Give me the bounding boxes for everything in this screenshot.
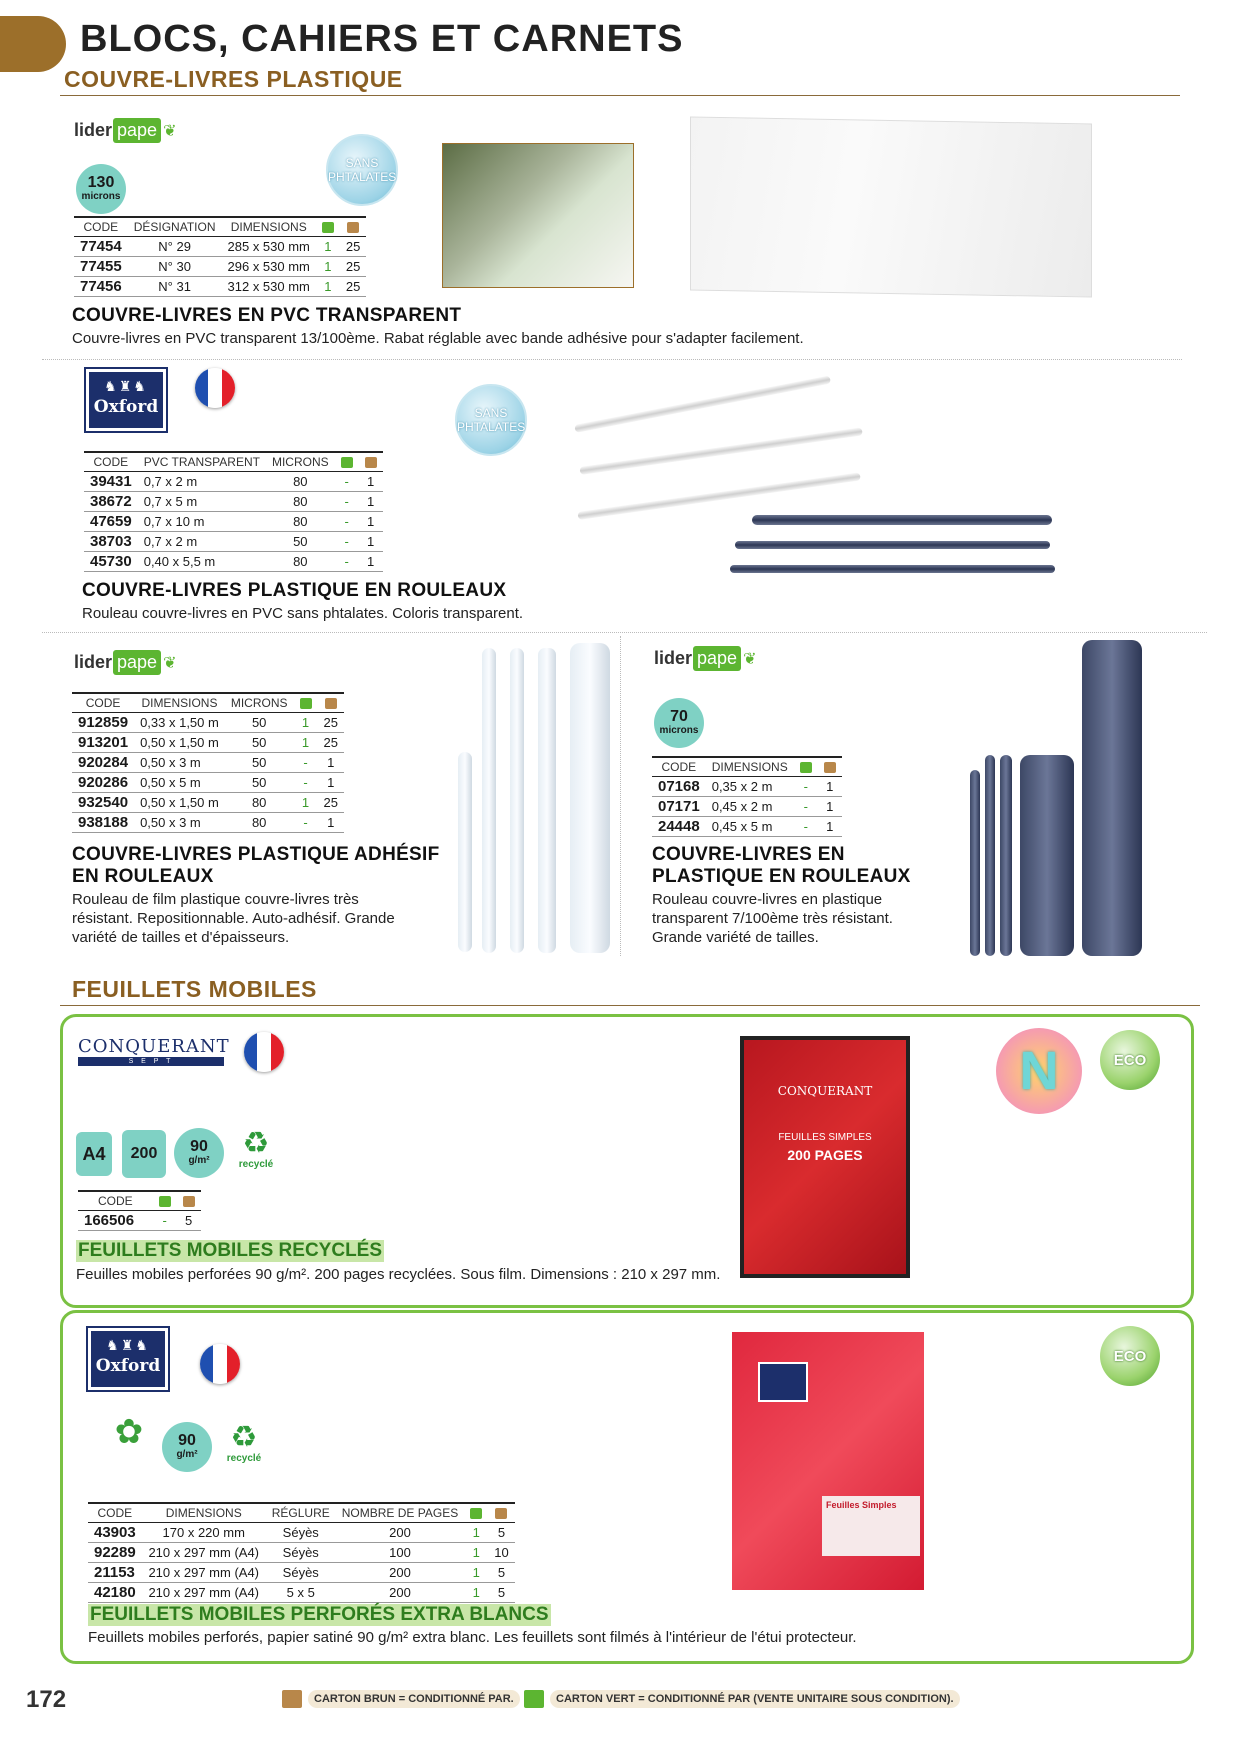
- spec-table-5: [78, 1190, 201, 1231]
- green-carton-icon: [153, 1191, 177, 1211]
- table-cell: 5: [488, 1563, 514, 1583]
- product-photo-roll: [510, 648, 524, 953]
- table-cell: -: [335, 472, 359, 492]
- section-tab: [0, 16, 66, 72]
- table-cell: 920284: [72, 753, 134, 773]
- brown-carton-icon: [318, 693, 344, 713]
- french-flag-icon: [244, 1032, 284, 1072]
- product-photo-roll: [458, 752, 472, 952]
- col-header: DÉSIGNATION: [128, 217, 222, 237]
- product-photo-roll: [579, 427, 862, 475]
- microns-badge: 70 microns: [654, 698, 704, 748]
- product-title: COUVRE-LIVRES EN PVC TRANSPARENT: [72, 305, 462, 326]
- product-photo-roll-dark: [970, 770, 980, 956]
- table-cell: 0,50 x 3 m: [134, 813, 225, 833]
- column-divider: [620, 636, 621, 956]
- product-photo-roll-dark: [1082, 640, 1142, 956]
- sans-phtalates-badge: SANS PHTALATES: [326, 134, 398, 206]
- table-cell: 0,50 x 3 m: [134, 753, 225, 773]
- col-header: CODE: [652, 757, 706, 777]
- page-number: 172: [26, 1686, 67, 1713]
- oxford-logo: ♞♜♞ Oxford: [86, 1326, 170, 1392]
- table-cell: 80: [266, 512, 335, 532]
- table-cell: 1: [464, 1523, 488, 1543]
- table-cell: 80: [225, 813, 294, 833]
- table-cell: 25: [318, 713, 344, 733]
- table-cell: 1: [464, 1543, 488, 1563]
- liderpapel-logo: lider pape ❦: [74, 118, 176, 143]
- table-cell: 0,45 x 5 m: [706, 817, 794, 837]
- table-cell: 932540: [72, 793, 134, 813]
- table-cell: -: [294, 813, 318, 833]
- table-cell: -: [335, 532, 359, 552]
- table-cell: 1: [818, 817, 842, 837]
- green-carton-icon: [316, 217, 340, 237]
- table-cell: 1: [818, 777, 842, 797]
- table-row: [72, 813, 344, 833]
- table-cell: 912859: [72, 713, 134, 733]
- pages-badge: 200: [122, 1130, 166, 1178]
- table-row: [88, 1523, 515, 1543]
- product-title: COUVRE-LIVRES PLASTIQUE ADHÉSIF EN ROULEAUX: [72, 844, 440, 887]
- microns-badge: 130 microns: [76, 164, 126, 214]
- col-header: CODE: [78, 1191, 153, 1211]
- table-cell: 25: [340, 277, 366, 297]
- product-photo-roll-dark: [1020, 755, 1074, 956]
- table-cell: 07171: [652, 797, 706, 817]
- table-cell: Séyès: [266, 1523, 336, 1543]
- table-cell: -: [153, 1211, 177, 1231]
- product-photo-pad: Feuilles Simples: [732, 1332, 924, 1590]
- table-cell: 5 x 5: [266, 1583, 336, 1603]
- table-row: [72, 713, 344, 733]
- table-cell: 50: [225, 753, 294, 773]
- green-carton-icon: [294, 693, 318, 713]
- table-cell: 200: [336, 1563, 464, 1583]
- table-cell: 210 x 297 mm (A4): [142, 1543, 266, 1563]
- table-cell: 100: [336, 1543, 464, 1563]
- product-photo-roll-dark: [752, 515, 1052, 525]
- table-cell: 285 x 530 mm: [222, 237, 316, 257]
- table-cell: N° 30: [128, 257, 222, 277]
- table-cell: 25: [318, 793, 344, 813]
- table-cell: -: [794, 817, 818, 837]
- table-cell: 80: [225, 793, 294, 813]
- table-cell: 0,7 x 10 m: [138, 512, 266, 532]
- table-cell: 42180: [88, 1583, 142, 1603]
- table-cell: 1: [316, 237, 340, 257]
- table-cell: 80: [266, 552, 335, 572]
- table-cell: 0,7 x 5 m: [138, 492, 266, 512]
- table-row: [74, 217, 366, 237]
- conquerant-logo: CONQUERANT S E P T: [78, 1036, 230, 1065]
- table-cell: 166506: [78, 1211, 153, 1231]
- product-description: Feuillets mobiles perforés, papier satiné 90 g/m² extra blanc. Les feuillets sont filmés à l'intérieur de l'étui protecteur.: [88, 1629, 857, 1646]
- brown-carton-icon: [340, 217, 366, 237]
- table-row: [84, 452, 383, 472]
- table-row: [74, 237, 366, 257]
- table-cell: 1: [464, 1563, 488, 1583]
- table-row: [84, 492, 383, 512]
- brown-carton-icon: [282, 1690, 302, 1708]
- french-flag-icon: [195, 368, 235, 408]
- table-row: [88, 1543, 515, 1563]
- legend-brown: CARTON BRUN = CONDITIONNÉ PAR.: [282, 1690, 520, 1708]
- table-cell: 1: [359, 472, 383, 492]
- product-photo-pad: CONQUERANT FEUILLES SIMPLES 200 PAGES: [740, 1036, 910, 1278]
- table-cell: 5: [177, 1211, 201, 1231]
- table-cell: 1: [359, 492, 383, 512]
- product-photo-cover-book: [442, 143, 634, 288]
- table-cell: -: [794, 777, 818, 797]
- table-cell: 80: [266, 472, 335, 492]
- product-photo-cover-sheet: [690, 116, 1092, 297]
- table-cell: 77455: [74, 257, 128, 277]
- spec-table-1: [74, 216, 366, 297]
- section-divider: [42, 632, 1207, 633]
- col-header: DIMENSIONS: [134, 693, 225, 713]
- table-cell: 25: [318, 733, 344, 753]
- green-carton-icon: [335, 452, 359, 472]
- table-row: [84, 532, 383, 552]
- table-cell: Séyès: [266, 1543, 336, 1563]
- col-header: CODE: [88, 1503, 142, 1523]
- table-cell: 77456: [74, 277, 128, 297]
- liderpapel-logo: lider pape ❦: [654, 646, 756, 671]
- header-divider: [60, 95, 1180, 96]
- table-cell: 170 x 220 mm: [142, 1523, 266, 1543]
- table-cell: Séyès: [266, 1563, 336, 1583]
- table-cell: 77454: [74, 237, 128, 257]
- table-row: [652, 777, 842, 797]
- table-row: [88, 1503, 515, 1523]
- table-row: [72, 693, 344, 713]
- section-divider: [42, 359, 1182, 360]
- brown-carton-icon: [177, 1191, 201, 1211]
- section-divider: [60, 1005, 1200, 1006]
- table-cell: 0,7 x 2 m: [138, 472, 266, 492]
- recycled-icon: ♻ recyclé: [238, 1127, 274, 1170]
- brown-carton-icon: [488, 1503, 514, 1523]
- table-cell: 0,50 x 1,50 m: [134, 733, 225, 753]
- table-row: [72, 753, 344, 773]
- table-cell: 913201: [72, 733, 134, 753]
- table-cell: 1: [294, 793, 318, 813]
- col-header: CODE: [74, 217, 128, 237]
- table-row: [72, 733, 344, 753]
- product-photo-roll: [538, 648, 556, 953]
- table-cell: 50: [225, 713, 294, 733]
- col-header: CODE: [72, 693, 134, 713]
- table-cell: 25: [340, 237, 366, 257]
- liderpapel-logo: lider pape ❦: [74, 650, 176, 675]
- table-cell: 210 x 297 mm (A4): [142, 1583, 266, 1603]
- table-cell: 5: [488, 1523, 514, 1543]
- table-cell: 47659: [84, 512, 138, 532]
- table-cell: 10: [488, 1543, 514, 1563]
- table-cell: 38703: [84, 532, 138, 552]
- col-header: CODE: [84, 452, 138, 472]
- product-photo-roll-dark: [985, 755, 995, 956]
- spec-table-2: [84, 451, 383, 572]
- col-header: DIMENSIONS: [222, 217, 316, 237]
- product-description: Feuilles mobiles perforées 90 g/m². 200 pages recyclées. Sous film. Dimensions : 210 x 297 mm.: [76, 1266, 721, 1283]
- grammage-badge: 90 g/m²: [174, 1128, 224, 1178]
- table-cell: 38672: [84, 492, 138, 512]
- table-cell: 1: [316, 257, 340, 277]
- table-cell: -: [335, 512, 359, 532]
- table-cell: 50: [225, 733, 294, 753]
- table-cell: 25: [340, 257, 366, 277]
- table-cell: 1: [316, 277, 340, 297]
- table-row: [78, 1211, 201, 1231]
- col-header: PVC TRANSPARENT: [138, 452, 266, 472]
- table-row: [652, 757, 842, 777]
- table-cell: 1: [359, 552, 383, 572]
- product-photo-roll: [570, 643, 610, 953]
- table-row: [72, 773, 344, 793]
- table-cell: -: [335, 552, 359, 572]
- product-description: Rouleau couvre-livres en plastique transparent 7/100ème très résistant. Grande variété de tailles.: [652, 891, 893, 946]
- product-photo-roll-dark: [1000, 755, 1012, 956]
- table-row: [88, 1563, 515, 1583]
- table-cell: 92289: [88, 1543, 142, 1563]
- col-header: MICRONS: [225, 693, 294, 713]
- product-title: COUVRE-LIVRES PLASTIQUE EN ROULEAUX: [82, 580, 507, 601]
- table-row: [74, 257, 366, 277]
- table-row: [78, 1191, 201, 1211]
- table-cell: 0,35 x 2 m: [706, 777, 794, 797]
- table-cell: 5: [488, 1583, 514, 1603]
- table-cell: 1: [318, 753, 344, 773]
- table-cell: 80: [266, 492, 335, 512]
- table-cell: 200: [336, 1583, 464, 1603]
- recycled-icon: ♻ recyclé: [226, 1421, 262, 1464]
- col-header: DIMENSIONS: [706, 757, 794, 777]
- table-cell: 07168: [652, 777, 706, 797]
- table-cell: 210 x 297 mm (A4): [142, 1563, 266, 1583]
- table-cell: 43903: [88, 1523, 142, 1543]
- product-photo-roll: [577, 472, 860, 520]
- table-cell: 0,40 x 5,5 m: [138, 552, 266, 572]
- brown-carton-icon: [818, 757, 842, 777]
- table-cell: 0,33 x 1,50 m: [134, 713, 225, 733]
- table-cell: 45730: [84, 552, 138, 572]
- product-photo-roll-dark: [735, 541, 1050, 549]
- eco-badge: ECO: [1100, 1030, 1160, 1090]
- legend-green: CARTON VERT = CONDITIONNÉ PAR (VENTE UNITAIRE SOUS CONDITION).: [524, 1690, 960, 1708]
- table-cell: 1: [318, 813, 344, 833]
- table-row: [652, 797, 842, 817]
- section-title: FEUILLETS MOBILES: [72, 976, 317, 1002]
- new-product-badge: N: [996, 1028, 1082, 1114]
- col-header: NOMBRE DE PAGES: [336, 1503, 464, 1523]
- page-title: BLOCS, CAHIERS ET CARNETS: [80, 18, 684, 60]
- table-cell: 0,45 x 2 m: [706, 797, 794, 817]
- product-title: FEUILLETS MOBILES PERFORÉS EXTRA BLANCS: [90, 1604, 549, 1625]
- product-description: Couvre-livres en PVC transparent 13/100ème. Rabat réglable avec bande adhésive pour s'adapter facilement.: [72, 330, 804, 347]
- format-a4-badge: A4: [76, 1132, 112, 1176]
- table-cell: 1: [318, 773, 344, 793]
- table-cell: 50: [225, 773, 294, 793]
- table-cell: 1: [294, 713, 318, 733]
- table-cell: 920286: [72, 773, 134, 793]
- table-cell: -: [335, 492, 359, 512]
- col-header: RÉGLURE: [266, 1503, 336, 1523]
- table-cell: 24448: [652, 817, 706, 837]
- product-photo-roll: [574, 375, 831, 432]
- green-carton-icon: [524, 1690, 544, 1708]
- table-cell: -: [294, 773, 318, 793]
- page-subtitle: COUVRE-LIVRES PLASTIQUE: [64, 66, 403, 92]
- table-row: [88, 1583, 515, 1603]
- table-cell: 296 x 530 mm: [222, 257, 316, 277]
- table-cell: 0,50 x 5 m: [134, 773, 225, 793]
- table-row: [652, 817, 842, 837]
- oxford-logo: ♞♜♞ Oxford: [84, 367, 168, 433]
- table-cell: 0,50 x 1,50 m: [134, 793, 225, 813]
- table-cell: -: [794, 797, 818, 817]
- sans-phtalates-badge: SANS PHTALATES: [455, 384, 527, 456]
- oxford-logo-small: [758, 1362, 808, 1402]
- table-cell: 39431: [84, 472, 138, 492]
- table-row: [72, 793, 344, 813]
- table-cell: 1: [464, 1583, 488, 1603]
- table-cell: 938188: [72, 813, 134, 833]
- eu-ecolabel-icon: ✿: [114, 1413, 144, 1451]
- table-cell: 21153: [88, 1563, 142, 1583]
- product-title: COUVRE-LIVRES EN PLASTIQUE EN ROULEAUX: [652, 844, 911, 887]
- brown-carton-icon: [359, 452, 383, 472]
- table-cell: 200: [336, 1523, 464, 1543]
- table-cell: 0,7 x 2 m: [138, 532, 266, 552]
- table-row: [84, 472, 383, 492]
- product-description: Rouleau couvre-livres en PVC sans phtalates. Coloris transparent.: [82, 605, 524, 622]
- table-row: [74, 277, 366, 297]
- table-cell: 312 x 530 mm: [222, 277, 316, 297]
- col-header: DIMENSIONS: [142, 1503, 266, 1523]
- table-cell: 1: [294, 733, 318, 753]
- product-photo-roll: [482, 648, 496, 953]
- table-cell: 50: [266, 532, 335, 552]
- table-cell: N° 29: [128, 237, 222, 257]
- spec-table-3: [72, 692, 344, 833]
- table-row: [84, 512, 383, 532]
- table-cell: -: [294, 753, 318, 773]
- table-cell: N° 31: [128, 277, 222, 297]
- table-row: [84, 552, 383, 572]
- grammage-badge: 90 g/m²: [162, 1422, 212, 1472]
- french-flag-icon: [200, 1344, 240, 1384]
- table-cell: 1: [359, 532, 383, 552]
- table-cell: 1: [818, 797, 842, 817]
- spec-table-4: [652, 756, 842, 837]
- eco-badge: ECO: [1100, 1326, 1160, 1386]
- col-header: MICRONS: [266, 452, 335, 472]
- table-cell: 1: [359, 512, 383, 532]
- product-title: FEUILLETS MOBILES RECYCLÉS: [78, 1240, 383, 1261]
- spec-table-6: [88, 1502, 515, 1603]
- green-carton-icon: [464, 1503, 488, 1523]
- green-carton-icon: [794, 757, 818, 777]
- product-description: Rouleau de film plastique couvre-livres très résistant. Repositionnable. Auto-adhésif. Grande variété de tailles et d'épaisseurs.: [72, 891, 395, 946]
- product-photo-roll-dark: [730, 565, 1055, 573]
